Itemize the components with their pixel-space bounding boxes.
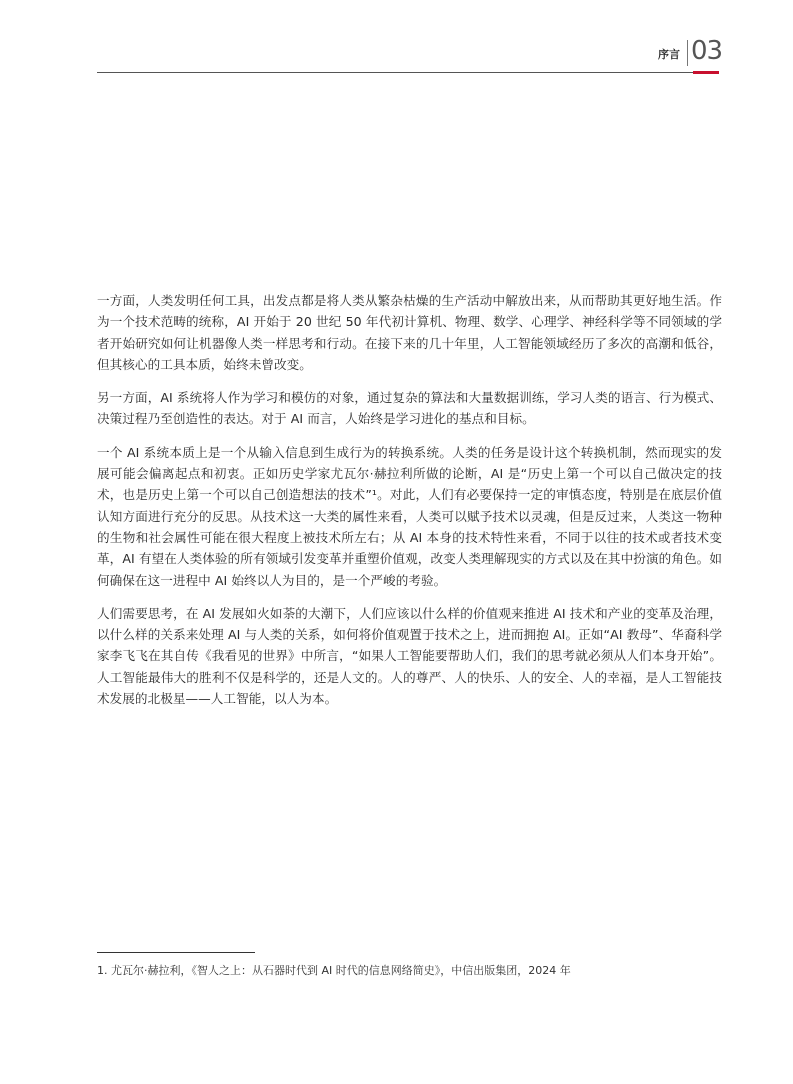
paragraph-4: 人们需要思考，在 AI 发展如火如荼的大潮下，人们应该以什么样的价值观来推进 AI 技术和产业的变革及治理，以什么样的关系来处理 AI 与人类的关系，如何将价值观置于技术之上，进而拥抱 AI。正如“AI 教母”、华裔科学家李飞飞在其自传《我看见的世界》中所言，“如果人工智能要帮助人们，我们的思考就必须从人们本身开始”。人工智能最伟大的胜利不仅是科学的，还是人文的。人的尊严、人的快乐、人的安全、人的幸福，是人工智能技术发展的北极星——人工智能，以人为本。 — [97, 605, 722, 707]
header-rule — [97, 72, 693, 73]
paragraph-3: 一个 AI 系统本质上是一个从输入信息到生成行为的转换系统。人类的任务是设计这个转换机制，然而现实的发展可能会偏离起点和初衷。正如历史学家尤瓦尔·赫拉利所做的论断，AI 是“历史上第一个可以自己做决定的技术，也是历史上第一个可以自己创造想法的技术”¹。对此，人们有必要保持一定的审慎态度，特别是在底层价值认知方面进行充分的反思。从技术这一大类的属性来看，人类可以赋予技术以灵魂，但是反过来，人类这一物种的生物和社会属性可能在很大程度上被技术所左右；从 AI 本身的技术特性来看，不同于以往的技术或者技术变革，AI 有望在人类体验的所有领域引发变革并重塑价值观，改变人类理解现实的方式以及在其中扮演的角色。如何确保在这一进程中 AI 始终以人为目的，是一个严峻的考验。 — [97, 444, 722, 588]
body-text — [97, 290, 722, 721]
page-number: 03 — [691, 36, 723, 66]
footnote-rule — [97, 952, 255, 953]
section-title: 序言 — [658, 48, 680, 61]
header-divider — [687, 40, 688, 66]
footnote: 1. 尤瓦尔·赫拉利，《智人之上：从石器时代到 AI 时代的信息网络简史》，中信出版集团，2024 年 — [97, 964, 571, 977]
paragraph-1: 一方面，人类发明任何工具，出发点都是将人类从繁杂枯燥的生产活动中解放出来，从而帮助其更好地生活。作为一个技术范畴的统称，AI 开始于 20 世纪 50 年代初计算机、物理、数学、心理学、神经科学等不同领域的学者开始研究如何让机器像人类一样思考和行动。在接下来的几十年里，人工智能领域经历了多次的高潮和低谷，但其核心的工具本质，始终未曾改变。 — [97, 293, 722, 372]
header-accent-bar — [693, 71, 719, 74]
paragraph-2: 另一方面，AI 系统将人作为学习和模仿的对象，通过复杂的算法和大量数据训练，学习人类的语言、行为模式、决策过程乃至创造性的表达。对于 AI 而言，人始终是学习进化的基点和目标。 — [97, 390, 722, 427]
